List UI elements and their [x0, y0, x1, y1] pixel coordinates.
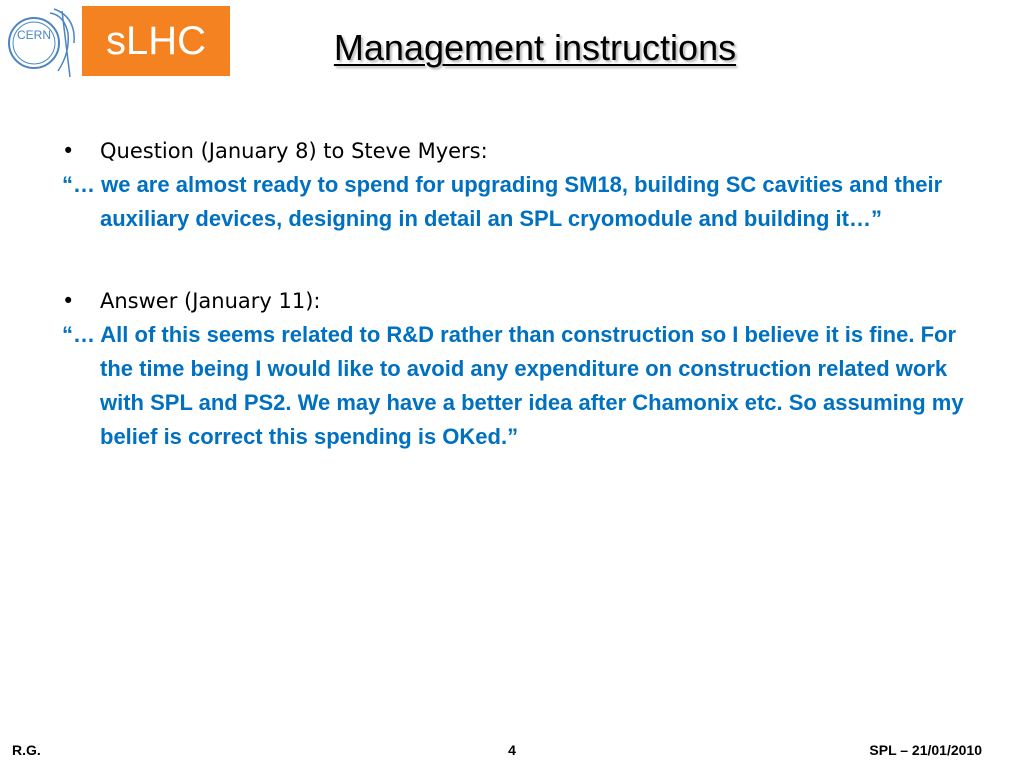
bullet-answer-text: Answer (January 11):	[100, 289, 321, 313]
quote-question: “… we are almost ready to spend for upgrading SM18, building SC cavities and their auxiliary devices, designing in detail an SPL cryomodule and building it…”	[62, 172, 943, 231]
slide-body	[62, 134, 982, 454]
cern-logo-text: CERN	[16, 28, 52, 42]
bullet-dot: •	[62, 289, 75, 313]
bullet-dot: •	[62, 139, 75, 163]
bullet-question-text: Question (January 8) to Steve Myers:	[100, 139, 488, 163]
footer-author: R.G.	[12, 742, 41, 758]
footer-event: SPL – 21/01/2010	[869, 742, 982, 758]
footer-page-number: 4	[508, 742, 516, 758]
bullet-answer	[62, 284, 982, 318]
slhc-badge: sLHC	[82, 6, 230, 76]
quote-answer: “… All of this seems related to R&D rather than construction so I believe it is fine. For the time being I would like to avoid any expenditure on construction related work with SPL and PS2. We may have a better idea after Chamonix etc. So assuming my belief is correct this spending is OKed.”	[62, 322, 964, 449]
cern-logo	[4, 3, 80, 79]
slide-title: Management instructions	[333, 27, 737, 68]
bullet-question	[62, 134, 982, 168]
